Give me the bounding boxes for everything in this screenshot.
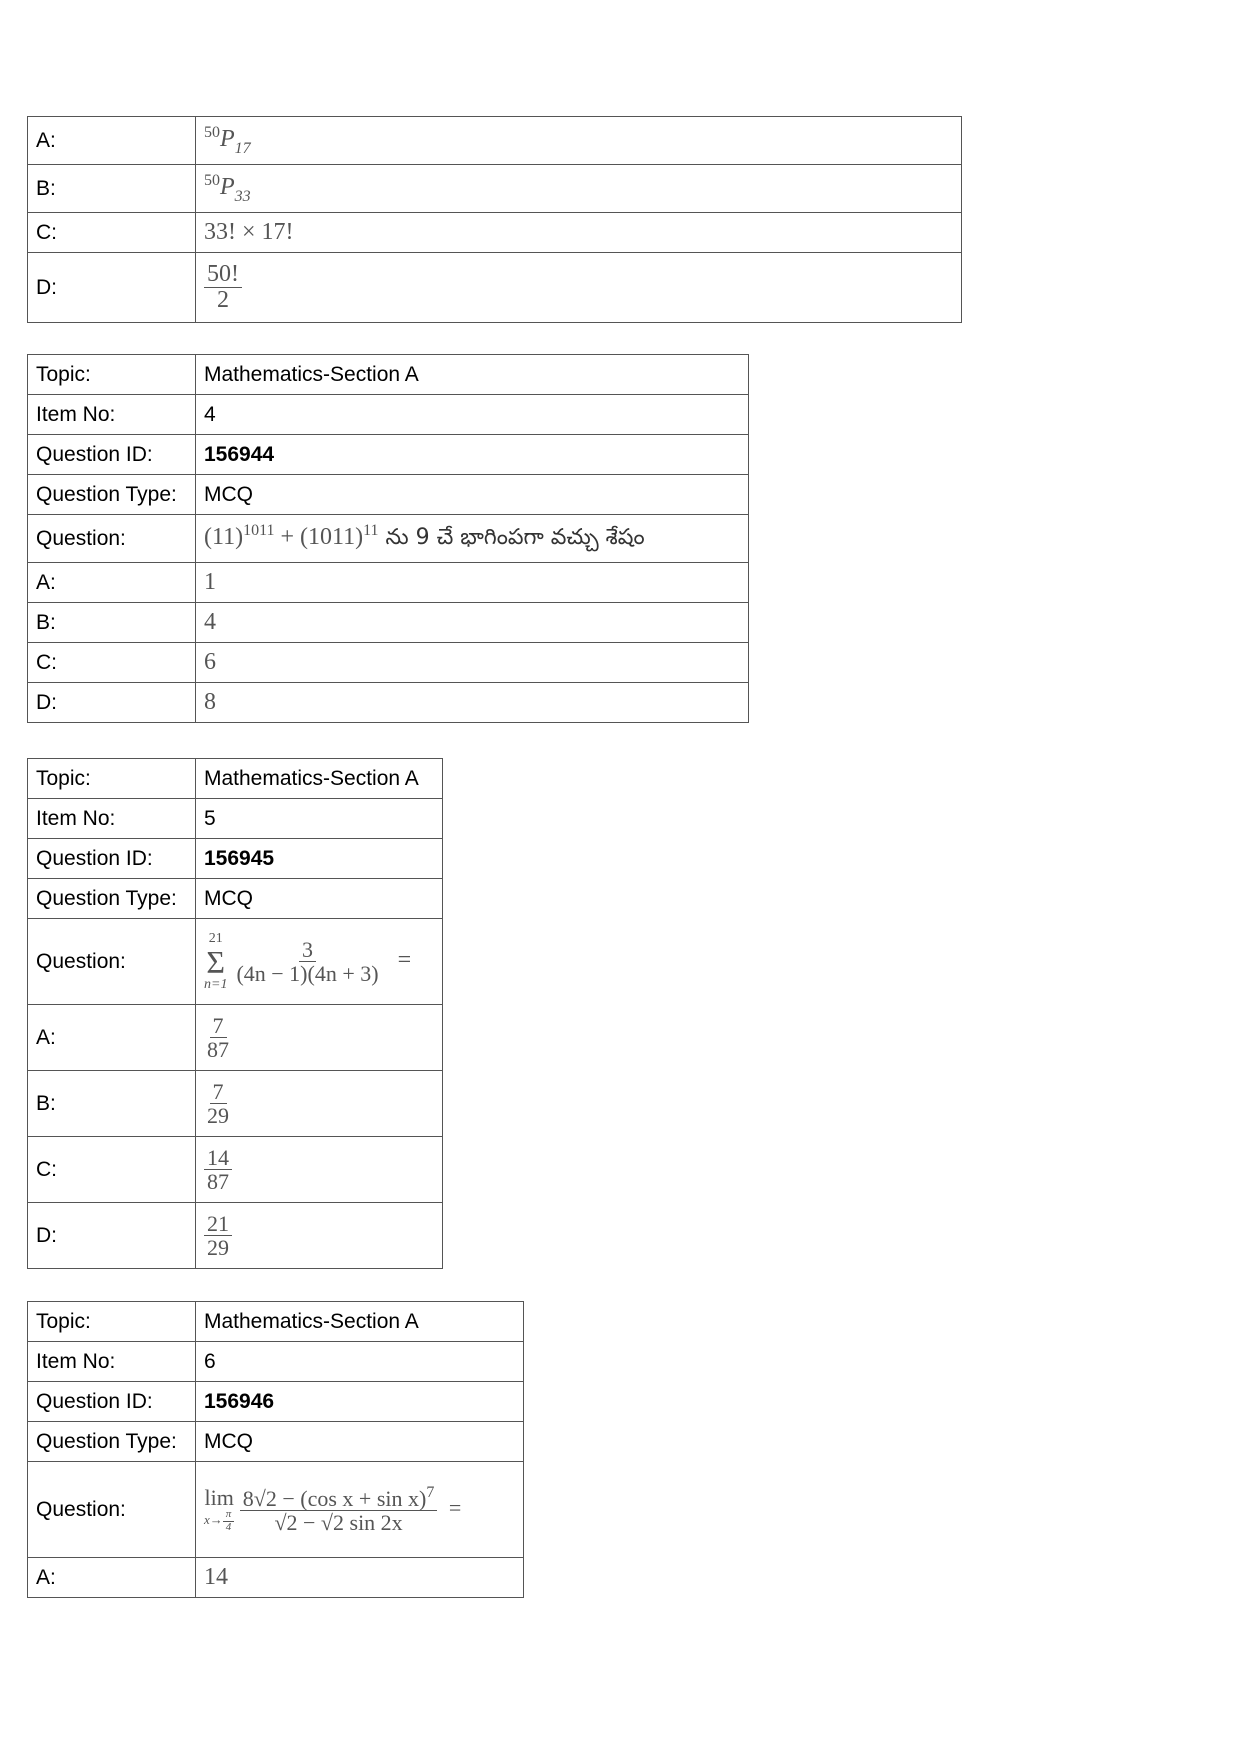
option-value-c: 6 bbox=[196, 643, 749, 683]
option-value-c: 33! × 17! bbox=[196, 213, 962, 253]
option-value-b: 4 bbox=[196, 603, 749, 643]
question-type-value: MCQ bbox=[196, 1422, 524, 1462]
item-no-label: Item No: bbox=[28, 1342, 196, 1382]
topic-value: Mathematics-Section A bbox=[196, 355, 749, 395]
topic-value: Mathematics-Section A bbox=[196, 1302, 524, 1342]
option-value-a: 14 bbox=[196, 1558, 524, 1598]
option-value-d: $\frac{50!}{2}$ bbox=[196, 253, 962, 323]
option-label-c: C: bbox=[28, 1137, 196, 1203]
option-label-c: C: bbox=[28, 643, 196, 683]
option-label-b: B: bbox=[28, 1071, 196, 1137]
question-label: Question: bbox=[28, 1462, 196, 1558]
question-label: Question: bbox=[28, 515, 196, 563]
question-type-value: MCQ bbox=[196, 879, 443, 919]
option-value-b: $^{50}P_{33}$ bbox=[196, 165, 962, 213]
option-value-a: 1 bbox=[196, 563, 749, 603]
summation-symbol: 21 Σ n=1 bbox=[204, 930, 228, 992]
option-label-a: A: bbox=[28, 1005, 196, 1071]
topic-label: Topic: bbox=[28, 759, 196, 799]
question-type-label: Question Type: bbox=[28, 1422, 196, 1462]
question-table-4 bbox=[27, 354, 749, 723]
option-value-a: $^{50}P_{17}$ bbox=[196, 117, 962, 165]
option-label-d: D: bbox=[28, 253, 196, 323]
option-label-c: C: bbox=[28, 213, 196, 253]
question-type-label: Question Type: bbox=[28, 475, 196, 515]
question-text: 21 Σ n=1 $\frac{3}{(4n - 1)(4n + 3)}$ = bbox=[196, 919, 443, 1005]
topic-label: Topic: bbox=[28, 355, 196, 395]
item-no-label: Item No: bbox=[28, 395, 196, 435]
question-id-label: Question ID: bbox=[28, 1382, 196, 1422]
question-table-prev bbox=[27, 116, 962, 323]
option-label-d: D: bbox=[28, 683, 196, 723]
item-no-label: Item No: bbox=[28, 799, 196, 839]
option-value-c: $\frac{14}{87}$ bbox=[196, 1137, 443, 1203]
question-type-value: MCQ bbox=[196, 475, 749, 515]
question-table-6 bbox=[27, 1301, 524, 1598]
item-no-value: 6 bbox=[196, 1342, 524, 1382]
option-label-a: A: bbox=[28, 1558, 196, 1598]
option-label-b: B: bbox=[28, 165, 196, 213]
question-table-5 bbox=[27, 758, 443, 1269]
question-id-value: 156945 bbox=[196, 839, 443, 879]
limit-operator: lim x→ $\frac{\pi}{4}$ bbox=[204, 1484, 234, 1533]
question-id-label: Question ID: bbox=[28, 839, 196, 879]
item-no-value: 5 bbox=[196, 799, 443, 839]
question-text: $(11)^{1011} + (1011)^{11}$ ను 9 చే భాగింపగా వచ్చు శేషం bbox=[196, 515, 749, 563]
item-no-value: 4 bbox=[196, 395, 749, 435]
option-value-d: $\frac{21}{29}$ bbox=[196, 1203, 443, 1269]
question-id-value: 156944 bbox=[196, 435, 749, 475]
question-type-label: Question Type: bbox=[28, 879, 196, 919]
option-label-b: B: bbox=[28, 603, 196, 643]
option-label-a: A: bbox=[28, 117, 196, 165]
option-value-b: $\frac{7}{29}$ bbox=[196, 1071, 443, 1137]
option-value-d: 8 bbox=[196, 683, 749, 723]
question-text: lim x→ $\frac{\pi}{4}$ $\frac{8√2 - (\cos x + \sin x)^7}{√2 - √2 \sin 2x}$ = bbox=[196, 1462, 524, 1558]
topic-value: Mathematics-Section A bbox=[196, 759, 443, 799]
option-label-a: A: bbox=[28, 563, 196, 603]
question-id-label: Question ID: bbox=[28, 435, 196, 475]
question-id-value: 156946 bbox=[196, 1382, 524, 1422]
topic-label: Topic: bbox=[28, 1302, 196, 1342]
option-value-a: $\frac{7}{87}$ bbox=[196, 1005, 443, 1071]
question-label: Question: bbox=[28, 919, 196, 1005]
option-label-d: D: bbox=[28, 1203, 196, 1269]
